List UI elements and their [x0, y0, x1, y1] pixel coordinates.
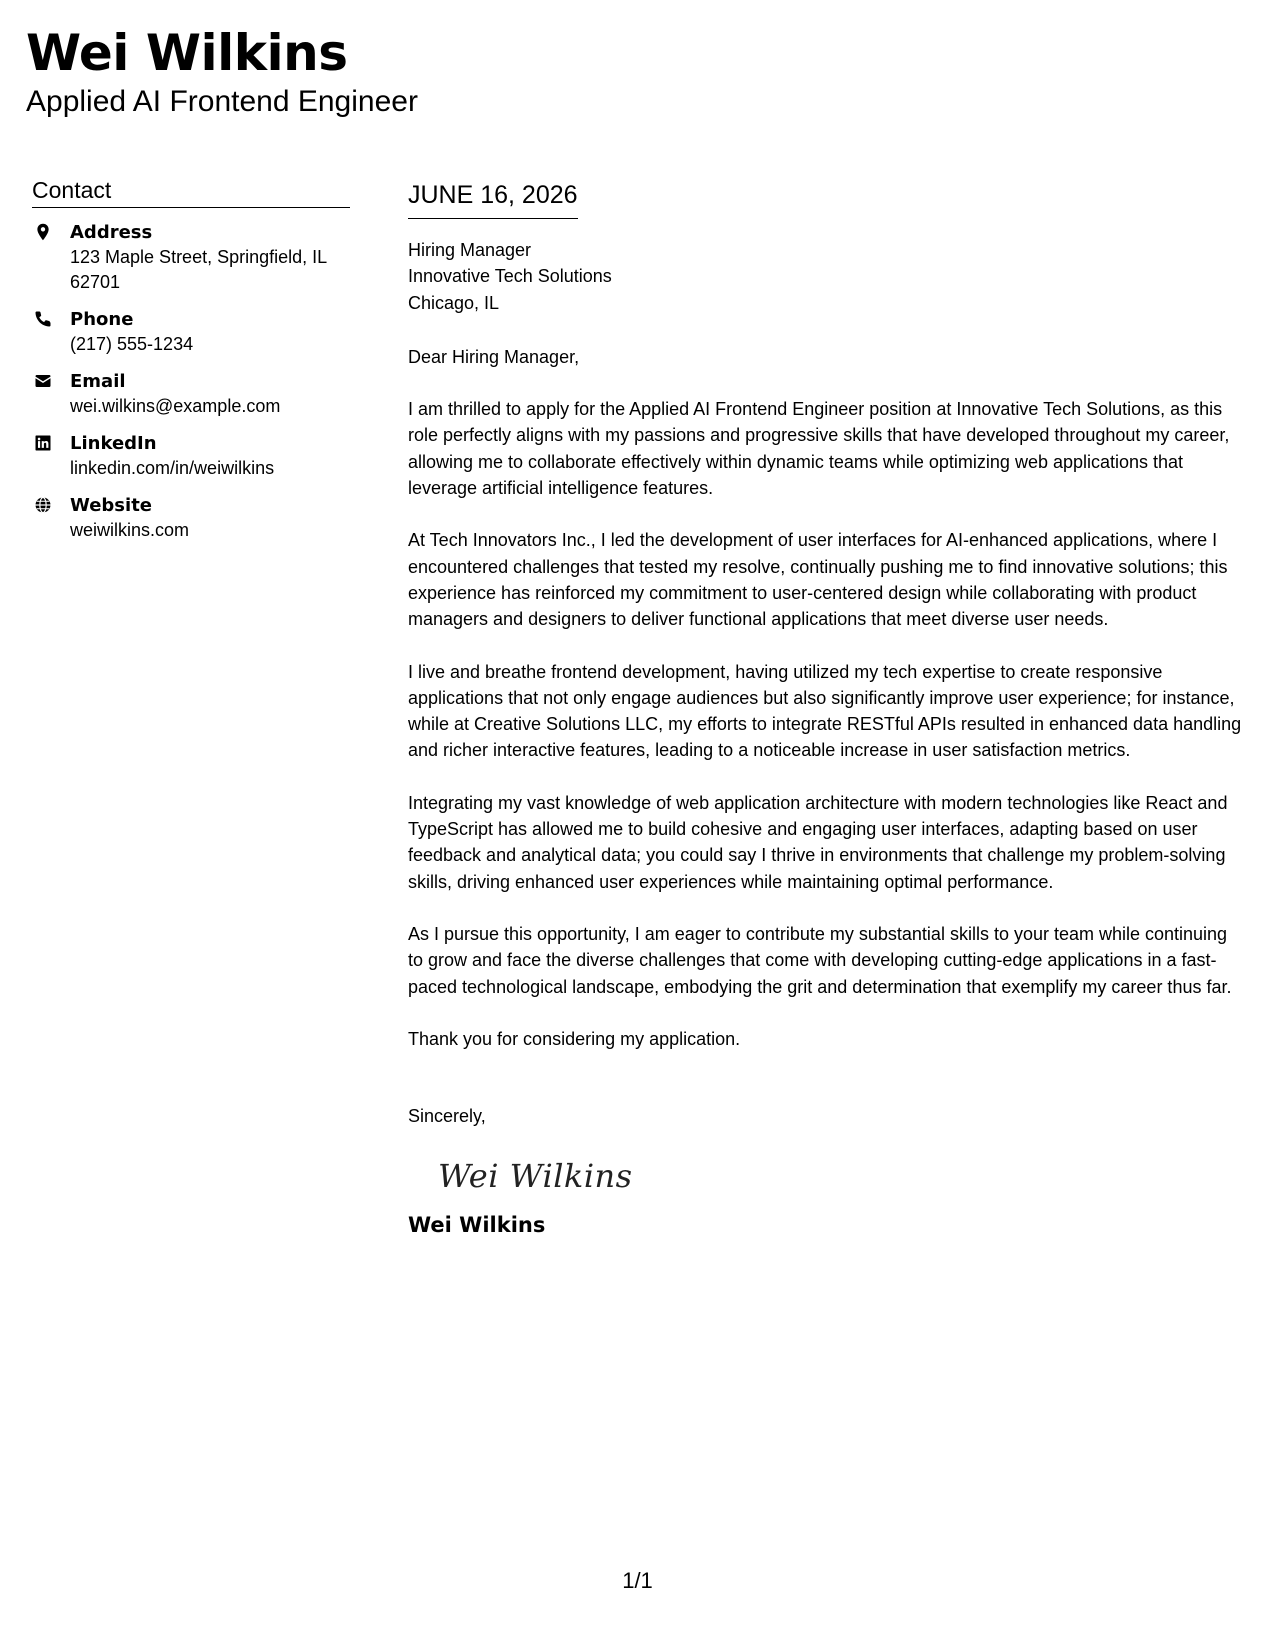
applicant-name: Wei Wilkins — [26, 24, 348, 82]
phone-icon — [34, 310, 52, 328]
applicant-role: Applied AI Frontend Engineer — [26, 85, 418, 118]
letter-body — [408, 180, 1246, 1239]
paragraph: As I pursue this opportunity, I am eager to contribute my substantial skills to your team while continuing to grow and face the diverse challenges that come with developing cutting-edge applications in a fast-paced technological landscape, embodying the grit and determination that exemplify my career thus far. — [408, 923, 1232, 997]
paragraph: Integrating my vast knowledge of web application architecture with modern technologies like React and TypeScript has allowed me to build cohesive and engaging user interfaces, adapting based on user feedback and analytical data; you could say I thrive in environments that challenge my problem-solving skills, driving enhanced user experiences while maintaining optimal performance. — [408, 792, 1228, 892]
paragraph: I live and breathe frontend development, having utilized my tech expertise to create responsive applications that not only engage audiences but also significantly improve user experience; for instance, while at Creative Solutions LLC, my efforts to integrate RESTful APIs resulted in enhanced data handling and richer interactive features, leading to a noticeable increase in user satisfaction metrics. — [408, 661, 1242, 761]
contact-value: (217) 555-1234 — [70, 334, 194, 354]
page-number: 1/1 — [622, 1568, 653, 1593]
contact-value: 123 Maple Street, Springfield, IL 62701 — [70, 247, 327, 292]
contact-label: Website — [70, 495, 153, 516]
contact-label: Phone — [70, 309, 134, 330]
contact-address — [32, 220, 350, 295]
contact-value: weiwilkins.com — [70, 520, 190, 540]
header — [26, 22, 418, 120]
contact-label: LinkedIn — [70, 433, 157, 454]
recipient-block — [408, 237, 1246, 316]
map-pin-icon — [34, 223, 52, 241]
handwritten-signature — [436, 1151, 646, 1199]
contact-phone — [32, 307, 350, 357]
salutation: Dear Hiring Manager, — [408, 346, 580, 367]
contact-email — [32, 369, 350, 419]
signed-name: Wei Wilkins — [408, 1213, 546, 1238]
paragraph: Thank you for considering my application. — [408, 1028, 741, 1049]
contact-website — [32, 493, 350, 543]
closing: Sincerely, — [408, 1106, 486, 1127]
globe-icon — [34, 496, 52, 514]
paragraph: At Tech Innovators Inc., I led the development of user interfaces for AI-enhanced applications, where I encountered challenges that tested my resolve, continually pushing me to find innovative solutions; this experience has reinforced my commitment to user-centered design while collaborating with product managers and designers to deliver functional applications that meet diverse user needs. — [408, 530, 1228, 630]
contact-heading: Contact — [32, 176, 350, 208]
contact-sidebar — [32, 176, 350, 555]
contact-label: Address — [70, 222, 153, 243]
linkedin-icon — [34, 434, 52, 452]
recipient-company: Innovative Tech Solutions — [408, 266, 612, 287]
contact-value: wei.wilkins@example.com — [70, 396, 281, 416]
signature-text: Wei Wilkins — [438, 1157, 633, 1196]
paragraph: I am thrilled to apply for the Applied AI Frontend Engineer position at Innovative Tech Solutions, as this role perfectly aligns with my passions and progressive skills that have developed throughout my career, allowing me to collaborate effectively within dynamic teams while optimizing web applications that leverage artificial intelligence features. — [408, 399, 1230, 499]
contact-value: linkedin.com/in/weiwilkins — [70, 458, 275, 478]
contact-label: Email — [70, 371, 126, 392]
recipient-location: Chicago, IL — [408, 292, 500, 313]
recipient-title: Hiring Manager — [408, 240, 532, 260]
letter-date: JUNE 16, 2026 — [408, 180, 578, 219]
envelope-icon — [34, 372, 52, 390]
contact-linkedin — [32, 431, 350, 481]
